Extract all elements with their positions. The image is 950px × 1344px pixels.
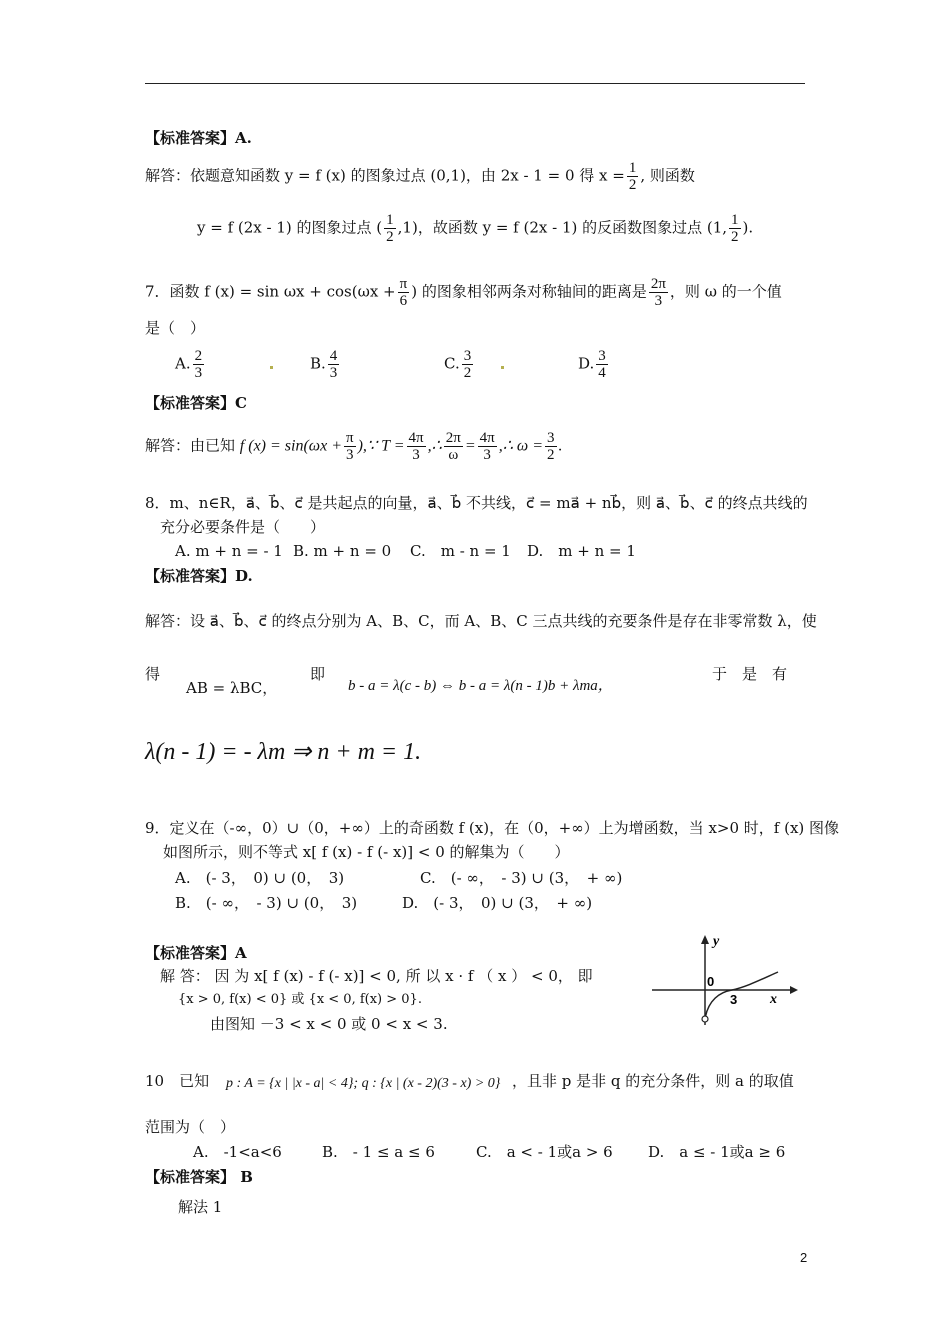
solution-10-method: 解法 1 (178, 1198, 223, 1216)
x-label: x (770, 992, 777, 1007)
option-10-d: D. a ≤ - 1或a ≥ 6 (648, 1143, 786, 1161)
solution-6-line1: 解答：依题意知函数 y = f (x) 的图象过点 (0,1)，由 2x - 1 = 0 得 x = $\frac{1}{2}$ , 则函数 (145, 160, 695, 193)
question-10-line2: 范围为（ ） (145, 1118, 236, 1136)
solution-7: 解答：由已知 f (x) = sin(ωx + $\frac{\pi}{3}$ ),∵ T = $\frac{4\pi}{3}$ ,∴ $\frac{2\pi}{\omega}$ = $\frac{4\pi}{3}$ ,∴ ω = $\frac{3}{2}$ . (145, 430, 563, 463)
solution-9-line1: 解 答： 因 为 x[ f (x) - f (- x)] < 0, 所 以 x · f （ x ） < 0， 即 (160, 967, 593, 985)
answer-8: 【标准答案】D. (145, 567, 253, 585)
option-9-d: D. (- 3， 0) ∪ (3， + ∞) (402, 894, 593, 912)
solution-8-eq: b - a = λ(c - b) ⇔ b - a = λ(n - 1)b + λma， (348, 678, 613, 694)
question-8: 8．m、n∈R，a⃗、b⃗、c⃗ 是共起点的向量，a⃗、b⃗ 不共线，c⃗ = ma⃗ + nb⃗，则 a⃗、b⃗、c⃗ 的终点共线的 (145, 494, 808, 512)
option-7-a: A. $\frac{2}{3}$ (175, 348, 203, 381)
option-7-b: B. $\frac{4}{3}$ (310, 348, 338, 381)
question-9-cont: 如图所示，则不等式 x[ f (x) - f (- x)] < 0 的解集为（ ） (163, 843, 570, 861)
solution-8-ab: AB = λBC， (186, 679, 278, 697)
option-8-d: D. m + n = 1 (527, 542, 636, 560)
page-number: 2 (800, 1250, 808, 1265)
option-8-c: C. m - n = 1 (410, 542, 511, 560)
y-label: y (713, 934, 720, 949)
option-8-b: B. m + n = 0 (293, 542, 392, 560)
option-8-a: A. m + n = - 1 (175, 542, 283, 560)
option-10-b: B. - 1 ≤ a ≤ 6 (322, 1143, 435, 1161)
mark-dot (270, 366, 273, 369)
tick-3-label: 3 (730, 992, 738, 1007)
solution-8-word-de: 得 (145, 665, 161, 683)
open-point (702, 1016, 708, 1022)
fraction: $\frac{1}{2}$ (731, 212, 739, 245)
solution-6-line2: y = f (2x - 1) 的图象过点 ( $\frac{1}{2}$ ,1)，故函数 y = f (2x - 1) 的反函数图象过点 (1, $\frac{1}{2}$ ). (197, 212, 754, 245)
answer-7: 【标准答案】C (145, 394, 247, 412)
answer-9: 【标准答案】A (145, 944, 247, 962)
answer-6: 【标准答案】A. (145, 129, 252, 147)
question-10-label: 10 已知 (145, 1072, 210, 1090)
fraction: $\frac{\pi}{6}$ (399, 276, 408, 309)
solution-8-conclusion: λ(n - 1) = - λm ⇒ n + m = 1. (145, 739, 422, 765)
header-rule (145, 83, 805, 84)
curve (705, 972, 778, 1019)
solution-8-yushiyou: 于 是 有 (712, 665, 788, 683)
option-9-b: B. (- ∞， - 3) ∪ (0， 3) (175, 894, 358, 912)
fraction: $\frac{2\pi}{3}$ (650, 276, 666, 309)
origin-label: 0 (707, 974, 715, 989)
option-10-c: C. a < - 1或a > 6 (476, 1143, 613, 1161)
function-graph (650, 930, 800, 1030)
mark-dot (501, 366, 504, 369)
option-10-a: A. -1<a<6 (193, 1143, 282, 1161)
y-axis-arrow (701, 935, 709, 944)
question-9: 9．定义在（-∞，0）∪（0，+∞）上的奇函数 f (x)，在（0，+∞）上为增函数，当 x>0 时，f (x) 图像 (145, 819, 840, 837)
option-7-d: D. $\frac{3}{4}$ (578, 348, 606, 381)
question-10-sets: p : A = {x | |x - a| < 4}; q : {x | (x - 2)(3 - x) > 0} (226, 1076, 501, 1091)
solution-9-line3: 由图知 －3 < x < 0 或 0 < x < 3. (210, 1015, 448, 1033)
x-axis-arrow (790, 986, 798, 994)
fraction: $\frac{1}{2}$ (386, 212, 394, 245)
option-9-a: A. (- 3， 0) ∪ (0， 3) (175, 869, 345, 887)
question-10-cont: ，且非 p 是非 q 的充分条件，则 a 的取值 (512, 1072, 794, 1090)
fraction: $\frac{1}{2}$ (628, 160, 637, 193)
option-9-c: C. (- ∞， - 3) ∪ (3， + ∞) (420, 869, 623, 887)
question-7-cont: 是（ ） (145, 319, 206, 337)
answer-10: 【标准答案】 B (145, 1168, 253, 1186)
question-7: 7．函数 f (x) = sin ωx + cos(ωx + $\frac{\pi}{6}$ ) 的图象相邻两条对称轴间的距离是 $\frac{2\pi}{3}$ ，则 ω 的一个值 (145, 276, 782, 309)
solution-8-ji: 即 (310, 665, 326, 683)
solution-8-line1: 解答：设 a⃗、b⃗、c⃗ 的终点分别为 A、B、C，而 A、B、C 三点共线的充要条件是存在非零常数 λ，使 (145, 612, 817, 630)
option-7-c: C. $\frac{3}{2}$ (444, 348, 472, 381)
solution-9-cases: {x > 0, f(x) < 0} 或 {x < 0, f(x) > 0}. (178, 992, 422, 1007)
question-8-cont: 充分必要条件是（ ） (160, 518, 326, 536)
